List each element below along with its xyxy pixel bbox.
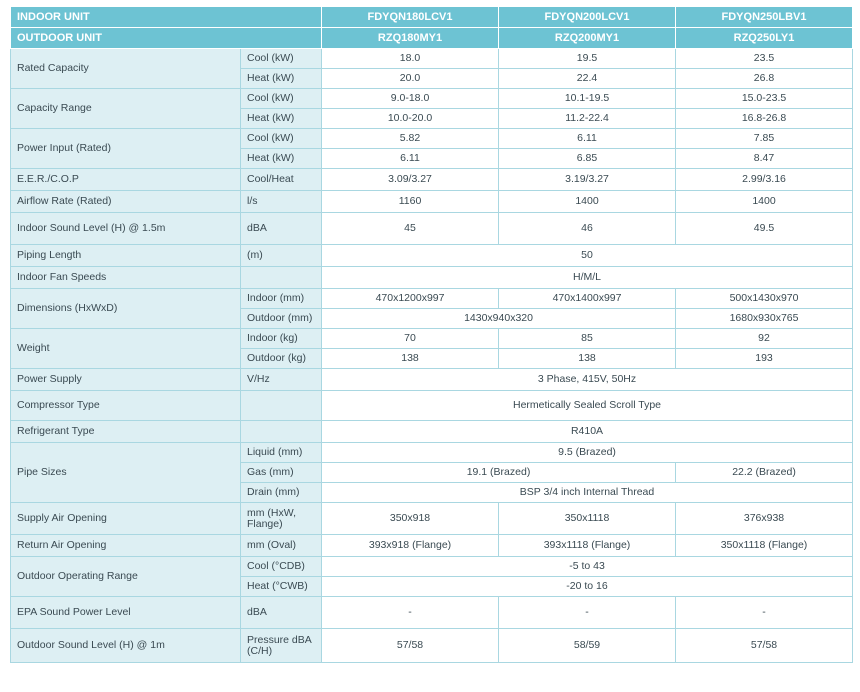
spec-value: R410A — [322, 421, 853, 443]
spec-value: 193 — [676, 349, 853, 369]
spec-value: 393x918 (Flange) — [322, 535, 499, 557]
spec-value: 23.5 — [676, 49, 853, 69]
spec-label: Piping Length — [11, 245, 241, 267]
spec-unit: Cool (kW) — [241, 49, 322, 69]
spec-unit: Cool (kW) — [241, 129, 322, 149]
spec-value: 92 — [676, 329, 853, 349]
spec-value: - — [322, 597, 499, 629]
spec-label: Airflow Rate (Rated) — [11, 191, 241, 213]
spec-label: Outdoor Sound Level (H) @ 1m — [11, 629, 241, 663]
spec-value: 58/59 — [499, 629, 676, 663]
spec-unit: Pressure dBA (C/H) — [241, 629, 322, 663]
spec-value: BSP 3/4 inch Internal Thread — [322, 483, 853, 503]
spec-value: 350x1118 — [499, 503, 676, 535]
spec-value: 85 — [499, 329, 676, 349]
spec-unit: mm (HxW, Flange) — [241, 503, 322, 535]
spec-value: 57/58 — [322, 629, 499, 663]
spec-unit: mm (Oval) — [241, 535, 322, 557]
outdoor-model-1: RZQ180MY1 — [322, 28, 499, 49]
table-row — [11, 289, 853, 309]
indoor-model-1: FDYQN180LCV1 — [322, 7, 499, 28]
spec-value: 22.2 (Brazed) — [676, 463, 853, 483]
spec-label: Indoor Sound Level (H) @ 1.5m — [11, 213, 241, 245]
spec-unit: Liquid (mm) — [241, 443, 322, 463]
spec-value: 376x938 — [676, 503, 853, 535]
spec-value: 6.11 — [499, 129, 676, 149]
spec-value: 18.0 — [322, 49, 499, 69]
spec-unit: Cool (°CDB) — [241, 557, 322, 577]
spec-value: 46 — [499, 213, 676, 245]
spec-value: 19.1 (Brazed) — [322, 463, 676, 483]
spec-value: 15.0-23.5 — [676, 89, 853, 109]
spec-label: Capacity Range — [11, 89, 241, 129]
spec-value: 5.82 — [322, 129, 499, 149]
spec-value: - — [676, 597, 853, 629]
spec-value: -20 to 16 — [322, 577, 853, 597]
spec-value: 16.8-26.8 — [676, 109, 853, 129]
outdoor-model-2: RZQ200MY1 — [499, 28, 676, 49]
spec-unit — [241, 421, 322, 443]
spec-unit: Cool/Heat — [241, 169, 322, 191]
table-row — [11, 629, 853, 663]
table-row — [11, 503, 853, 535]
indoor-model-2: FDYQN200LCV1 — [499, 7, 676, 28]
spec-unit — [241, 391, 322, 421]
spec-value: 350x1118 (Flange) — [676, 535, 853, 557]
spec-value: 470x1200x997 — [322, 289, 499, 309]
spec-unit — [241, 267, 322, 289]
spec-unit: Outdoor (kg) — [241, 349, 322, 369]
spec-value: - — [499, 597, 676, 629]
spec-value: 1400 — [676, 191, 853, 213]
table-row — [11, 391, 853, 421]
indoor-model-3: FDYQN250LBV1 — [676, 7, 853, 28]
spec-label: Weight — [11, 329, 241, 369]
spec-value: Hermetically Sealed Scroll Type — [322, 391, 853, 421]
spec-value: 7.85 — [676, 129, 853, 149]
table-row — [11, 443, 853, 463]
spec-value: 6.85 — [499, 149, 676, 169]
spec-value: 500x1430x970 — [676, 289, 853, 309]
spec-unit: Indoor (mm) — [241, 289, 322, 309]
spec-value: 393x1118 (Flange) — [499, 535, 676, 557]
spec-label: Rated Capacity — [11, 49, 241, 89]
spec-label: Refrigerant Type — [11, 421, 241, 443]
spec-value: 10.0-20.0 — [322, 109, 499, 129]
spec-value: 3.09/3.27 — [322, 169, 499, 191]
spec-label: EPA Sound Power Level — [11, 597, 241, 629]
table-row — [11, 329, 853, 349]
spec-value: 6.11 — [322, 149, 499, 169]
spec-value: H/M/L — [322, 267, 853, 289]
table-row — [11, 245, 853, 267]
spec-value: 9.5 (Brazed) — [322, 443, 853, 463]
spec-value: 138 — [499, 349, 676, 369]
table-row — [11, 129, 853, 149]
spec-unit: dBA — [241, 597, 322, 629]
spec-label: Power Supply — [11, 369, 241, 391]
spec-unit: Cool (kW) — [241, 89, 322, 109]
spec-value: 1400 — [499, 191, 676, 213]
spec-value: 350x918 — [322, 503, 499, 535]
table-row — [11, 421, 853, 443]
spec-label: Pipe Sizes — [11, 443, 241, 503]
spec-table — [10, 6, 853, 663]
spec-unit: Heat (kW) — [241, 149, 322, 169]
spec-value: 470x1400x997 — [499, 289, 676, 309]
table-row — [11, 89, 853, 109]
table-row — [11, 597, 853, 629]
spec-value: 2.99/3.16 — [676, 169, 853, 191]
outdoor-model-3: RZQ250LY1 — [676, 28, 853, 49]
spec-value: 1430x940x320 — [322, 309, 676, 329]
spec-value: 57/58 — [676, 629, 853, 663]
spec-unit: (m) — [241, 245, 322, 267]
spec-value: 9.0-18.0 — [322, 89, 499, 109]
spec-label: Indoor Fan Speeds — [11, 267, 241, 289]
spec-unit: Heat (kW) — [241, 69, 322, 89]
spec-unit: l/s — [241, 191, 322, 213]
spec-unit: Gas (mm) — [241, 463, 322, 483]
indoor-unit-label: INDOOR UNIT — [11, 7, 322, 28]
spec-label: Outdoor Operating Range — [11, 557, 241, 597]
table-row — [11, 191, 853, 213]
spec-value: 3 Phase, 415V, 50Hz — [322, 369, 853, 391]
spec-value: 45 — [322, 213, 499, 245]
spec-value: 49.5 — [676, 213, 853, 245]
table-row — [11, 169, 853, 191]
spec-value: 1680x930x765 — [676, 309, 853, 329]
spec-value: 3.19/3.27 — [499, 169, 676, 191]
spec-unit: Outdoor (mm) — [241, 309, 322, 329]
indoor-unit-header-row — [11, 7, 853, 28]
spec-value: -5 to 43 — [322, 557, 853, 577]
spec-label: Dimensions (HxWxD) — [11, 289, 241, 329]
spec-value: 8.47 — [676, 149, 853, 169]
table-row — [11, 49, 853, 69]
spec-unit: Indoor (kg) — [241, 329, 322, 349]
spec-unit: Heat (°CWB) — [241, 577, 322, 597]
spec-value: 11.2-22.4 — [499, 109, 676, 129]
spec-label: E.E.R./C.O.P — [11, 169, 241, 191]
outdoor-unit-header-row — [11, 28, 853, 49]
spec-value: 10.1-19.5 — [499, 89, 676, 109]
spec-unit: Heat (kW) — [241, 109, 322, 129]
table-row — [11, 267, 853, 289]
spec-value: 22.4 — [499, 69, 676, 89]
spec-value: 50 — [322, 245, 853, 267]
spec-value: 138 — [322, 349, 499, 369]
table-row — [11, 557, 853, 577]
spec-label: Supply Air Opening — [11, 503, 241, 535]
spec-value: 20.0 — [322, 69, 499, 89]
spec-unit: dBA — [241, 213, 322, 245]
spec-value: 26.8 — [676, 69, 853, 89]
spec-unit: V/Hz — [241, 369, 322, 391]
spec-label: Return Air Opening — [11, 535, 241, 557]
outdoor-unit-label: OUTDOOR UNIT — [11, 28, 322, 49]
table-row — [11, 535, 853, 557]
spec-value: 70 — [322, 329, 499, 349]
spec-label: Power Input (Rated) — [11, 129, 241, 169]
table-row — [11, 369, 853, 391]
spec-value: 1160 — [322, 191, 499, 213]
table-row — [11, 213, 853, 245]
spec-label: Compressor Type — [11, 391, 241, 421]
spec-value: 19.5 — [499, 49, 676, 69]
spec-unit: Drain (mm) — [241, 483, 322, 503]
